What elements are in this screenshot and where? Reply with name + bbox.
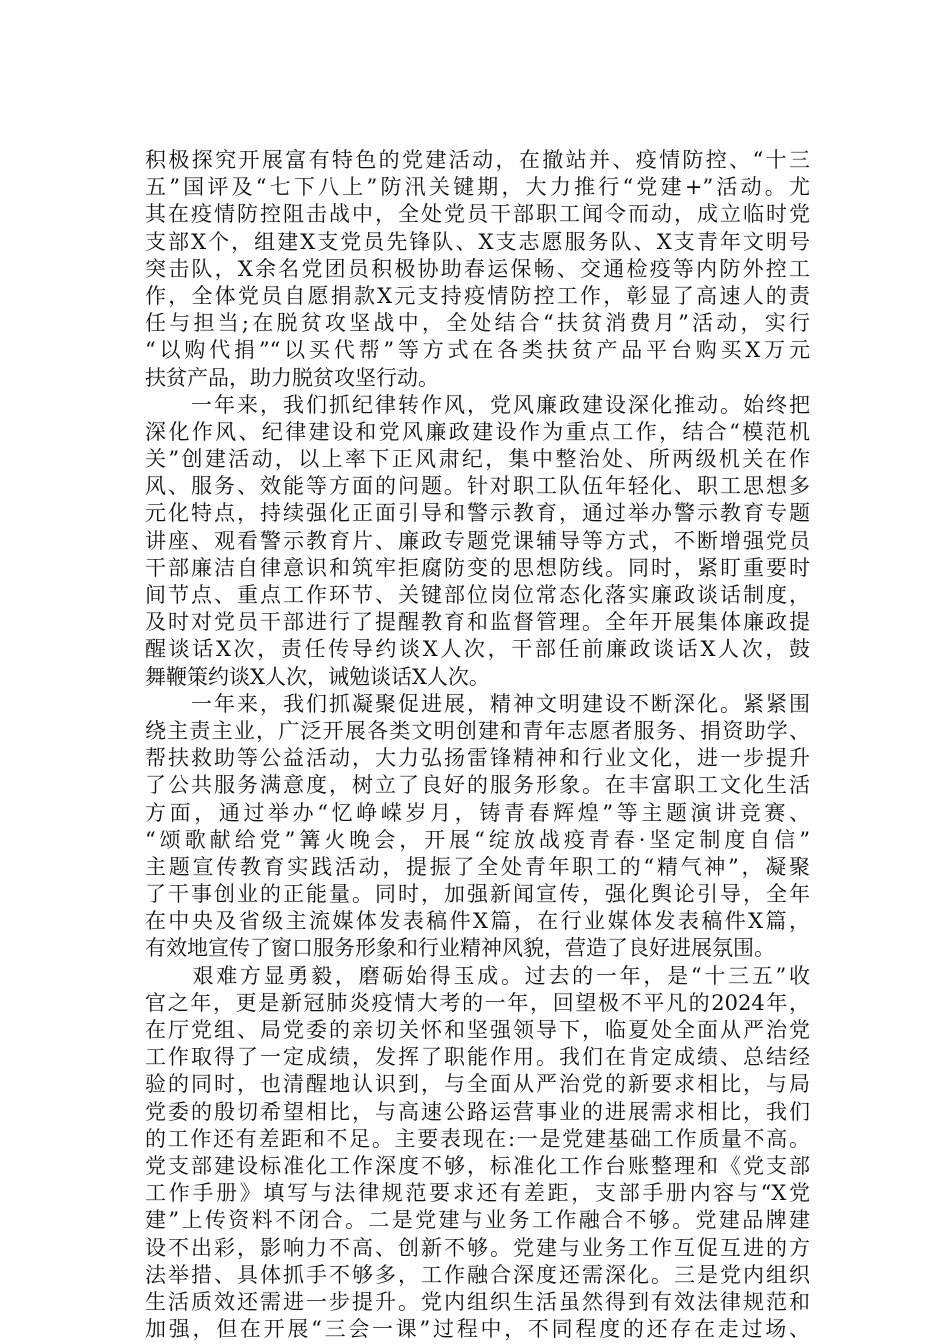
text-line: 一年来，我们抓纪律转作风，党风廉政建设深化推动。始终把 bbox=[145, 392, 810, 417]
text-line: 舞鞭策约谈X人次，诫勉谈话X人次。 bbox=[145, 664, 490, 689]
text-line: 讲座、观看警示教育片、廉政专题党课辅导等方式，不断增强党员 bbox=[145, 528, 810, 553]
text-line: 突击队，X余名党团员积极协助春运保畅、交通检疫等内防外控工 bbox=[145, 256, 810, 281]
text-line: 了公共服务满意度，树立了良好的服务形象。在丰富职工文化生活 bbox=[145, 773, 810, 798]
text-line: 元化特点，持续强化正面引导和警示教育，通过举办警示教育专题 bbox=[145, 501, 810, 526]
document-page bbox=[145, 147, 810, 1343]
text-line: 积极探究开展富有特色的党建活动，在撤站并、疫情防控、“十三 bbox=[145, 148, 810, 172]
text-line: 官之年，更是新冠肺炎疫情大考的一年，回望极不平凡的2024年， bbox=[145, 990, 810, 1015]
text-line: 醒谈话X次，责任传导约谈X人次，干部任前廉政谈话X人次，鼓 bbox=[145, 637, 810, 662]
text-line: 党支部建设标准化工作深度不够，标准化工作台账整理和《党支部 bbox=[145, 1153, 810, 1178]
text-line: 工作取得了一定成绩，发挥了职能作用。我们在肯定成绩、总结经 bbox=[145, 1045, 810, 1070]
text-line: 主题宣传教育实践活动，提振了全处青年职工的“精气神”，凝聚 bbox=[145, 854, 810, 879]
text-line: 任与担当;在脱贫攻坚战中，全处结合“扶贫消费月”活动，实行 bbox=[145, 311, 810, 336]
text-line: 其在疫情防控阻击战中，全处党员干部职工闻令而动，成立临时党 bbox=[145, 202, 810, 227]
text-line: 帮扶救助等公益活动，大力弘扬雷锋精神和行业文化，进一步提升 bbox=[145, 746, 810, 771]
text-line: 一年来，我们抓凝聚促进展，精神文明建设不断深化。紧紧围 bbox=[145, 691, 810, 716]
text-line: 风、服务、效能等方面的问题。针对职工队伍年轻化、职工思想多 bbox=[145, 474, 810, 499]
text-line: 加强，但在开展“三会一课”过程中，不同程度的还存在走过场、 bbox=[145, 1317, 810, 1342]
text-line: 关”创建活动，以上率下正风肃纪，集中整治处、所两级机关在作 bbox=[145, 447, 810, 472]
text-line: 在厅党组、局党委的亲切关怀和坚强领导下，临夏处全面从严治党 bbox=[145, 1018, 810, 1042]
text-line: 艰难方显勇毅，磨砺始得玉成。过去的一年，是“十三五”收 bbox=[145, 963, 810, 988]
text-line: 验的同时，也清醒地认识到，与全面从严治党的新要求相比，与局 bbox=[145, 1072, 810, 1097]
text-line: 及时对党员干部进行了提醒教育和监督管理。全年开展集体廉政提 bbox=[145, 610, 810, 635]
text-line: 五”国评及“七下八上”防汛关键期，大力推行“党建+”活动。尤 bbox=[145, 175, 810, 200]
text-line: 间节点、重点工作环节、关键部位岗位常态化落实廉政谈话制度， bbox=[145, 583, 810, 607]
paragraph-civilization bbox=[145, 691, 810, 963]
paragraph-discipline bbox=[145, 392, 810, 691]
text-line: 的工作还有差距和不足。主要表现在:一是党建基础工作质量不高。 bbox=[145, 1126, 810, 1151]
text-line: “以购代捐”“以买代帮”等方式在各类扶贫产品平台购买X万元 bbox=[145, 338, 810, 363]
text-line: 党委的殷切希望相比，与高速公路运营事业的进展需求相比，我们 bbox=[145, 1099, 810, 1124]
text-line: 了干事创业的正能量。同时，加强新闻宣传，强化舆论引导，全年 bbox=[145, 882, 810, 907]
text-line: 有效地宣传了窗口服务形象和行业精神风貌，营造了良好进展氛围。 bbox=[145, 936, 775, 961]
text-line: 设不出彩，影响力不高、创新不够。党建与业务工作互促互进的方 bbox=[145, 1235, 810, 1260]
text-line: 支部X个，组建X支党员先锋队、X支志愿服务队、X支青年文明号 bbox=[145, 229, 810, 254]
text-line: 方面，通过举办“忆峥嵘岁月，铸青春辉煌”等主题演讲竞赛、 bbox=[145, 800, 810, 825]
text-line: “颂歌献给党”篝火晚会，开展“绽放战疫青春·坚定制度自信” bbox=[145, 827, 810, 852]
text-line: 深化作风、纪律建设和党风廉政建设作为重点工作，结合“模范机 bbox=[145, 419, 810, 444]
text-line: 在中央及省级主流媒体发表稿件X篇，在行业媒体发表稿件X篇， bbox=[145, 909, 810, 934]
paragraph-party-building bbox=[145, 147, 810, 392]
text-line: 干部廉洁自律意识和筑牢拒腐防变的思想防线。同时，紧盯重要时 bbox=[145, 555, 810, 580]
text-line: 绕主责主业，广泛开展各类文明创建和青年志愿者服务、捐资助学、 bbox=[145, 718, 810, 743]
text-line: 生活质效还需进一步提升。党内组织生活虽然得到有效法律规范和 bbox=[145, 1289, 810, 1314]
text-line: 建”上传资料不闭合。二是党建与业务工作融合不够。党建品牌建 bbox=[145, 1208, 810, 1233]
text-line: 扶贫产品，助力脱贫攻坚行动。 bbox=[145, 365, 439, 390]
text-line: 法举措、具体抓手不够多，工作融合深度还需深化。三是党内组织 bbox=[145, 1262, 810, 1287]
text-line: 作，全体党员自愿捐款X元支持疫情防控工作，彰显了高速人的责 bbox=[145, 283, 810, 308]
text-line: 工作手册》填写与法律规范要求还有差距，支部手册内容与“X党 bbox=[145, 1181, 810, 1206]
paragraph-shortcomings bbox=[145, 963, 810, 1344]
